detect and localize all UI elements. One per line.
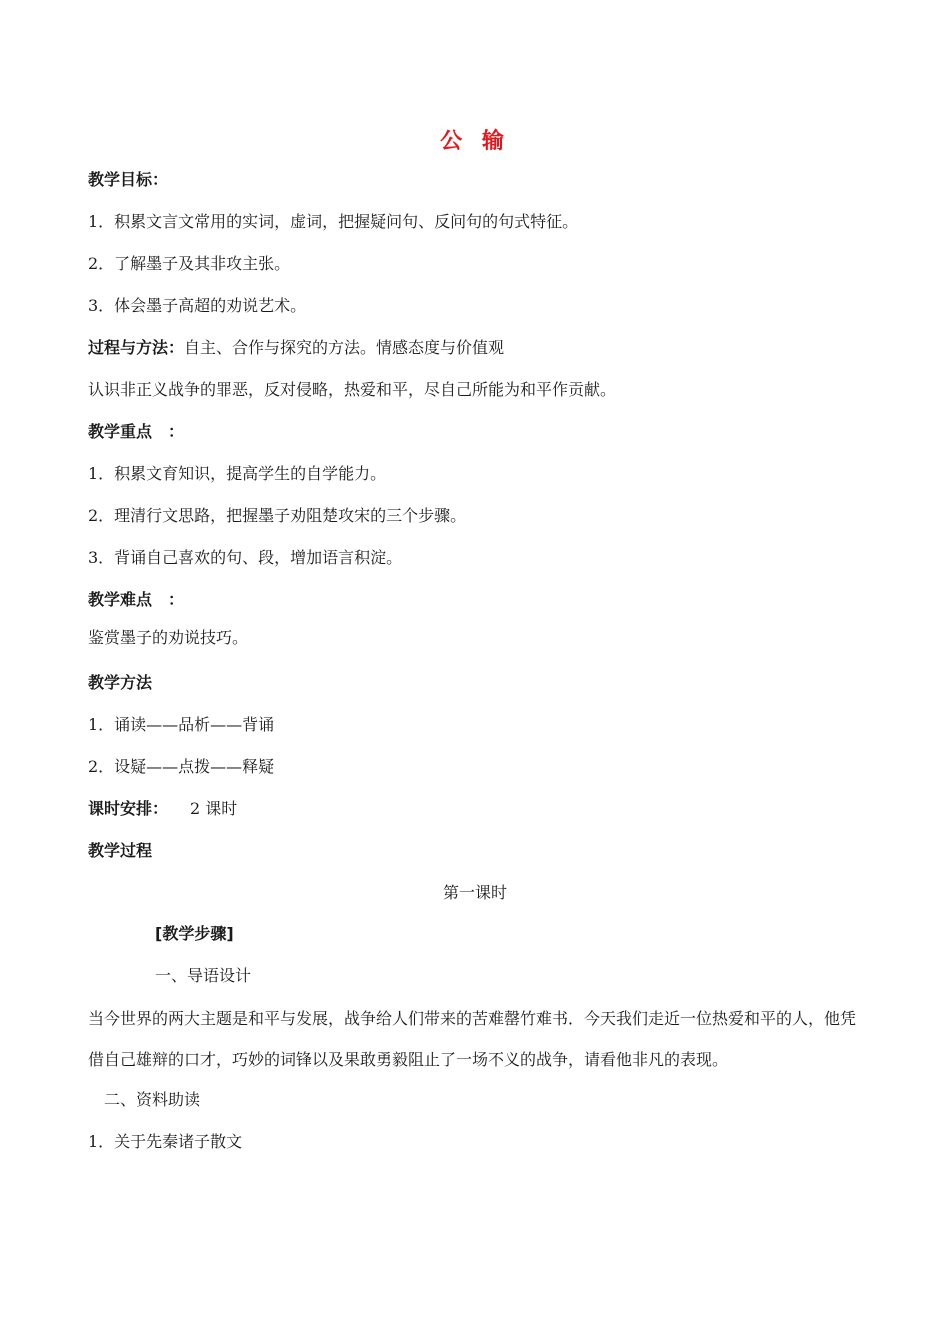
key-points-heading: 教学重点 ： — [88, 422, 185, 441]
key-point-item-3: 3．背诵自己喜欢的句、段，增加语言积淀。 — [88, 548, 403, 567]
key-point-item-2: 2．理清行文思路，把握墨子劝阻楚攻宋的三个步骤。 — [88, 506, 467, 525]
methods-heading: 教学方法 — [88, 673, 153, 692]
schedule-line — [88, 799, 237, 819]
difficulty-text: 鉴赏墨子的劝说技巧。 — [88, 628, 249, 647]
schedule-heading: 课时安排： — [88, 799, 169, 818]
lesson-title: 第一课时 — [442, 883, 507, 902]
process-heading: 教学过程 — [88, 841, 153, 860]
process-method-heading: 过程与方法： — [88, 338, 185, 357]
document-title: 公 输 — [440, 129, 510, 154]
difficulty-heading: 教学难点 ： — [88, 590, 185, 609]
process-method-text2: 认识非正义战争的罪恶，反对侵略，热爱和平，尽自己所能为和平作贡献。 — [88, 380, 617, 399]
method-item-2: 2．设疑——点拨——释疑 — [88, 757, 275, 776]
goals-heading: 教学目标： — [88, 170, 169, 189]
process-method-text: 自主、合作与探究的方法。情感态度与价值观 — [184, 338, 505, 357]
intro-paragraph: 当今世界的两大主题是和平与发展，战争给人们带来的苦难罄竹难书．今天我们走近一位热爱和平的人，他凭借自己雄辩的口才，巧妙的词锋以及果敢勇毅阻止了一场不义的战争，请看他非凡的表现。 — [88, 1009, 857, 1069]
method-item-1: 1．诵读——品析——背诵 — [88, 715, 275, 734]
goal-item-1: 1．积累文言文常用的实词，虚词，把握疑问句、反问句的句式特征。 — [88, 212, 579, 231]
goal-item-2: 2．了解墨子及其非攻主张。 — [88, 254, 291, 273]
section-1-heading: 一、导语设计 — [155, 966, 252, 985]
steps-heading: [教学步骤] — [155, 924, 234, 943]
goal-item-3: 3．体会墨子高超的劝说艺术。 — [88, 296, 307, 315]
section-2-heading: 二、资料助读 — [104, 1090, 201, 1109]
schedule-value: 2 课时 — [190, 799, 238, 818]
section-2-item-1: 1．关于先秦诸子散文 — [88, 1132, 243, 1151]
process-method-line — [88, 338, 504, 358]
key-point-item-1: 1．积累文育知识，提高学生的自学能力。 — [88, 464, 387, 483]
